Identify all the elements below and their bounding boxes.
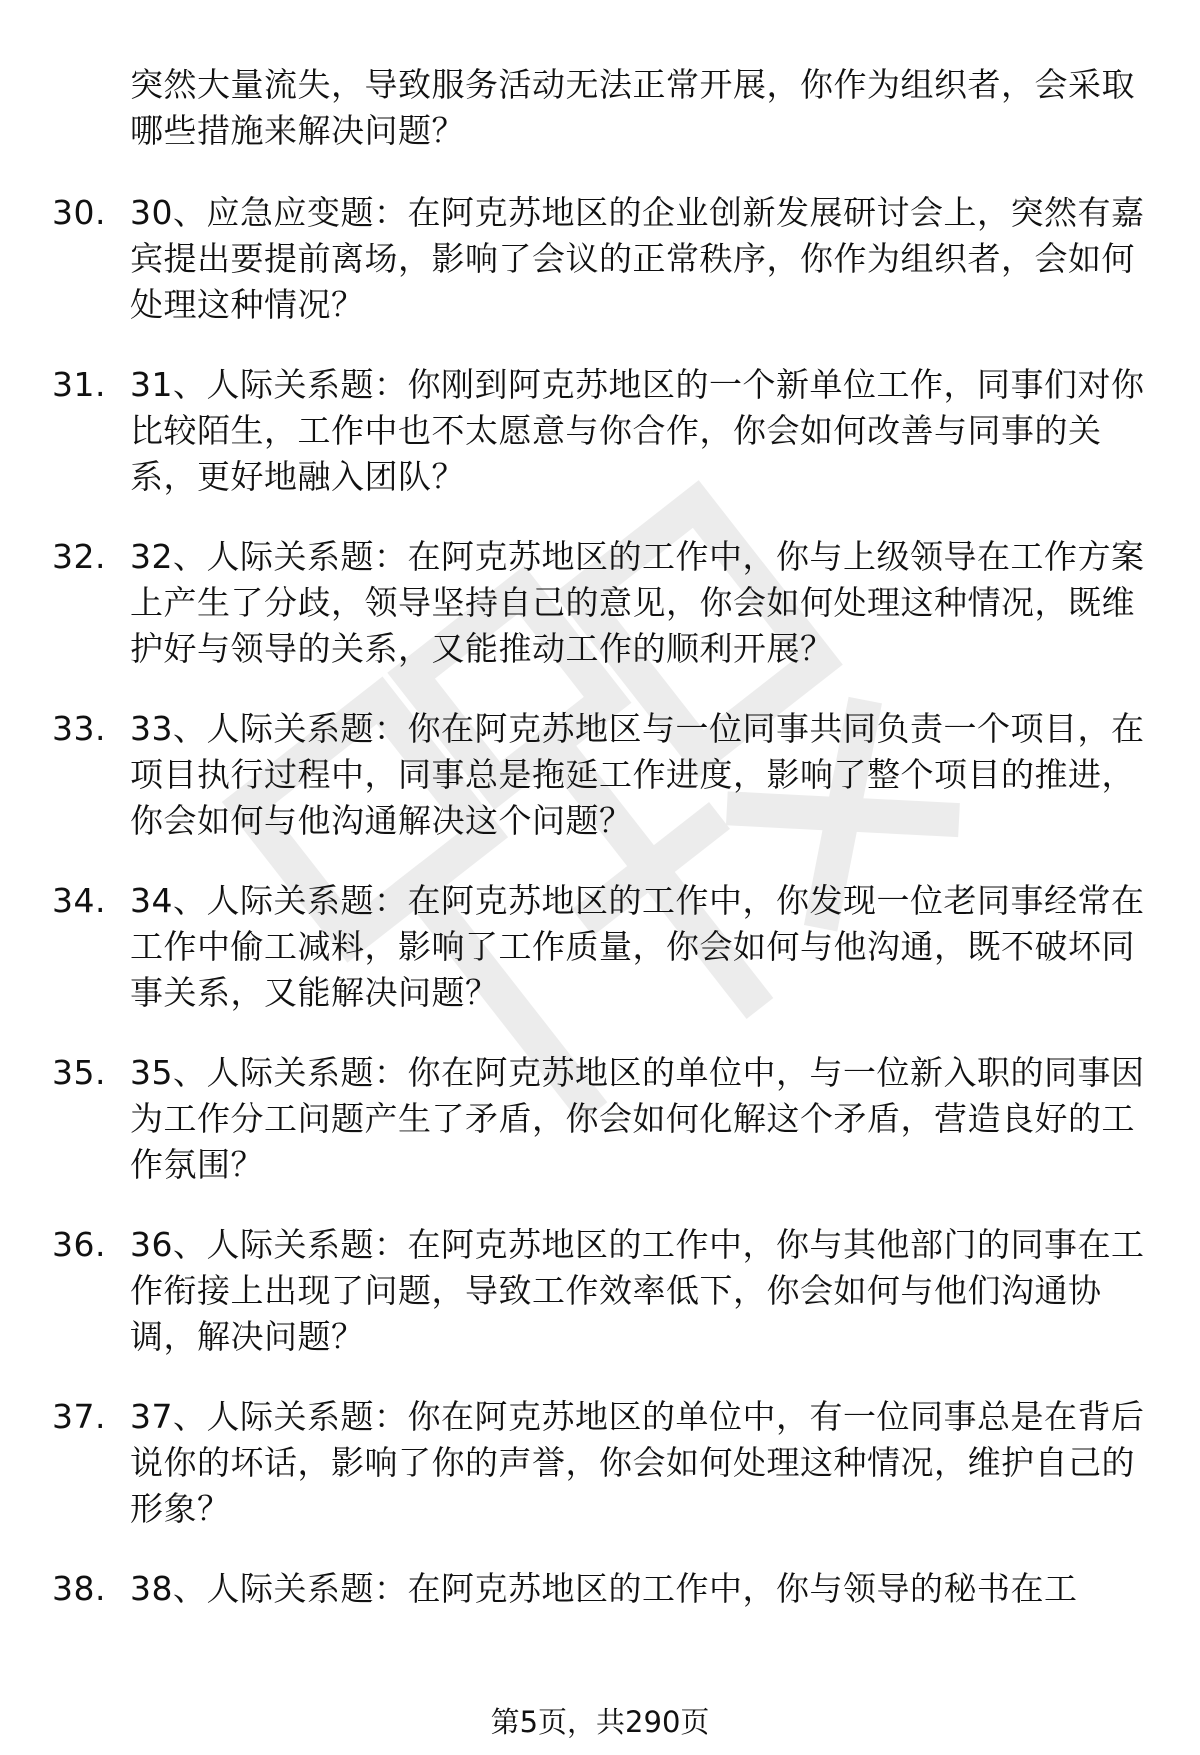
item-number: 37. xyxy=(52,1397,106,1436)
list-item xyxy=(0,534,1200,672)
list-item xyxy=(0,1050,1200,1188)
item-text: 34、人际关系题：在阿克苏地区的工作中，你发现一位老同事经常在工作中偷工减料，影响了工作质量，你会如何与他沟通，既不破坏同事关系，又能解决问题？ xyxy=(130,881,1145,1012)
item-number: 38. xyxy=(52,1569,106,1608)
list-item xyxy=(0,1566,1200,1612)
item-number: 31. xyxy=(52,365,106,404)
item-text: 30、应急应变题：在阿克苏地区的企业创新发展研讨会上，突然有嘉宾提出要提前离场，影响了会议的正常秩序，你作为组织者，会如何处理这种情况？ xyxy=(130,193,1145,324)
item-text: 38、人际关系题：在阿克苏地区的工作中，你与领导的秘书在工 xyxy=(130,1569,1078,1608)
item-text: 33、人际关系题：你在阿克苏地区与一位同事共同负责一个项目，在项目执行过程中，同事总是拖延工作进度，影响了整个项目的推进，你会如何与他沟通解决这个问题？ xyxy=(130,709,1145,840)
item-number: 33. xyxy=(52,709,106,748)
item-text: 31、人际关系题：你刚到阿克苏地区的一个新单位工作，同事们对你比较陌生，工作中也不太愿意与你合作，你会如何改善与同事的关系，更好地融入团队？ xyxy=(130,365,1145,496)
item-number: 32. xyxy=(52,537,106,576)
list-item xyxy=(0,190,1200,328)
item-number: 34. xyxy=(52,881,106,920)
list-item xyxy=(0,1394,1200,1532)
item-number: 35. xyxy=(52,1053,106,1092)
list-item xyxy=(0,706,1200,844)
list-item xyxy=(0,878,1200,1016)
list-item xyxy=(0,362,1200,500)
item-text: 32、人际关系题：在阿克苏地区的工作中，你与上级领导在工作方案上产生了分歧，领导坚持自己的意见，你会如何处理这种情况，既维护好与领导的关系，又能推动工作的顺利开展？ xyxy=(130,537,1145,668)
item-text: 37、人际关系题：你在阿克苏地区的单位中，有一位同事总是在背后说你的坏话，影响了你的声誉，你会如何处理这种情况，维护自己的形象？ xyxy=(130,1397,1145,1528)
continuation-paragraph: 突然大量流失，导致服务活动无法正常开展，你作为组织者，会采取哪些措施来解决问题？ xyxy=(130,65,1135,150)
question-list xyxy=(0,190,1200,1646)
item-text: 35、人际关系题：你在阿克苏地区的单位中，与一位新入职的同事因为工作分工问题产生了矛盾，你会如何化解这个矛盾，营造良好的工作氛围？ xyxy=(130,1053,1145,1184)
page-number-footer: 第5页，共290页 xyxy=(490,1705,710,1739)
item-text: 36、人际关系题：在阿克苏地区的工作中，你与其他部门的同事在工作衔接上出现了问题，导致工作效率低下，你会如何与他们沟通协调，解决问题？ xyxy=(130,1225,1145,1356)
item-number: 30. xyxy=(52,193,106,232)
item-number: 36. xyxy=(52,1225,106,1264)
list-item xyxy=(0,1222,1200,1360)
